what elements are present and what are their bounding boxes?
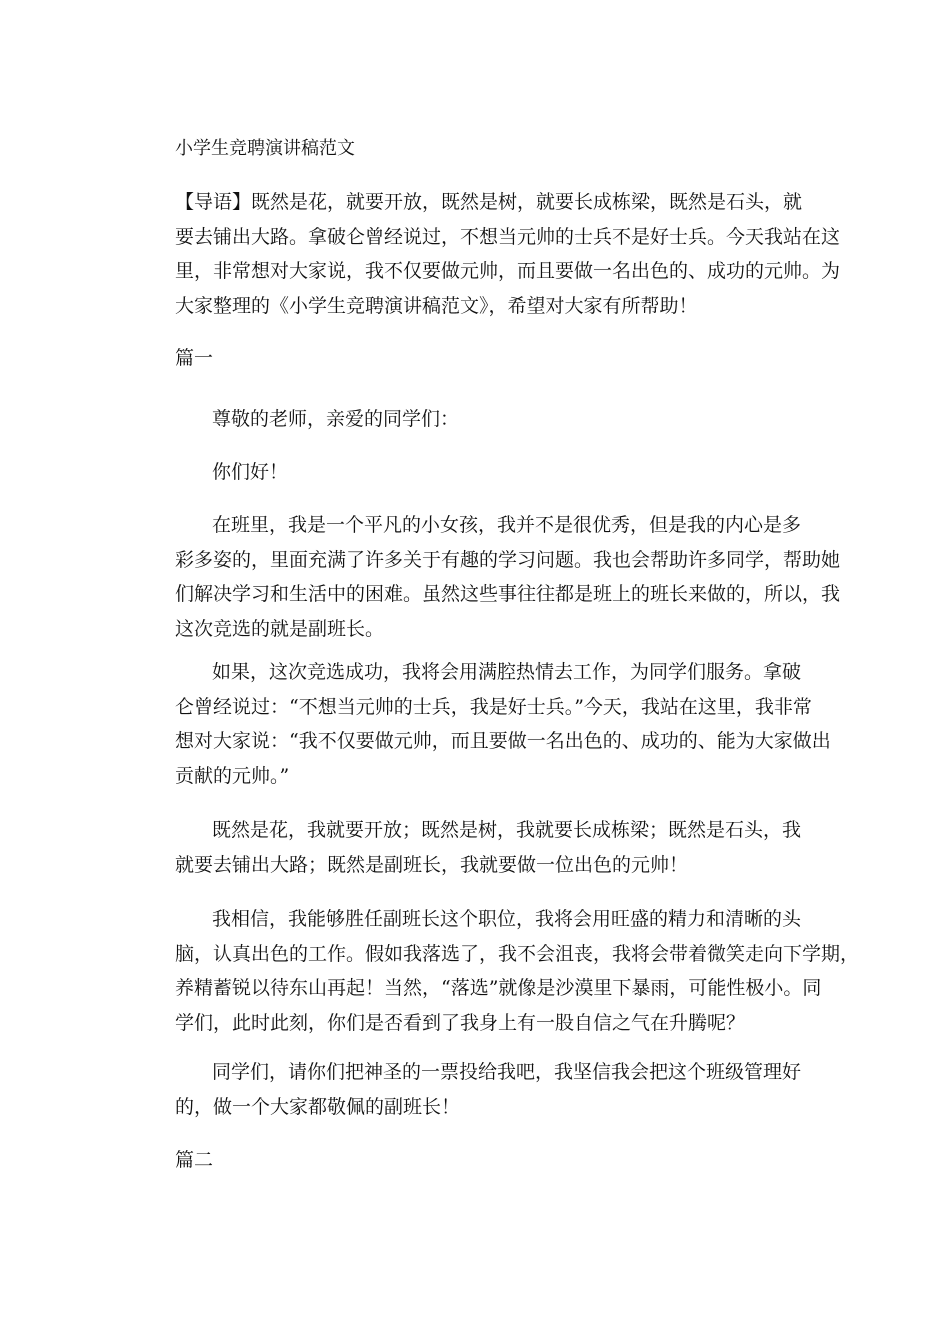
paragraph-line: 就要去铺出大路；既然是副班长，我就要做一位出色的元帅！ — [175, 853, 689, 876]
body-paragraph-3 — [175, 813, 815, 882]
paragraph-line: 彩多姿的，里面充满了许多关于有趣的学习问题。我也会帮助许多同学，帮助她 — [175, 548, 841, 571]
intro-line: 要去铺出大路。拿破仑曾经说过，不想当元帅的士兵不是好士兵。今天我站在这 — [175, 225, 841, 248]
intro-line: 大家整理的《小学生竞聘演讲稿范文》，希望对大家有所帮助！ — [175, 294, 698, 317]
intro-line: 里，非常想对大家说，我不仅要做元帅，而且要做一名出色的、成功的元帅。为 — [175, 260, 841, 282]
paragraph-line: 的，做一个大家都敬佩的副班长！ — [175, 1095, 461, 1118]
paragraph-line: 既然是花，我就要开放；既然是树，我就要长成栋梁；既然是石头，我 — [212, 819, 802, 841]
paragraph-line: 养精蓄锐以待东山再起！当然，“落选”就像是沙漠里下暴雨，可能性极小。同 — [175, 977, 822, 999]
paragraph-line: 同学们，请你们把神圣的一票投给我吧，我坚信我会把这个班级管理好 — [212, 1061, 802, 1083]
paragraph-line: 在班里，我是一个平凡的小女孩，我并不是很优秀，但是我的内心是多 — [212, 514, 802, 536]
intro-paragraph — [175, 185, 841, 323]
greeting-paragraph: 尊敬的老师，亲爱的同学们： — [212, 408, 460, 430]
paragraph-line: 仑曾经说过：“不想当元帅的士兵，我是好士兵。”今天，我站在这里，我非常 — [175, 695, 812, 718]
paragraph-line: 如果，这次竞选成功，我将会用满腔热情去工作，为同学们服务。拿破 — [212, 661, 802, 683]
body-paragraph-4 — [175, 902, 860, 1040]
section-heading-2: 篇二 — [175, 1149, 214, 1171]
intro-line: 【导语】既然是花，就要开放，既然是树，就要长成栋梁，既然是石头，就 — [175, 191, 803, 213]
paragraph-line: 学们，此时此刻，你们是否看到了我身上有一股自信之气在升腾呢？ — [175, 1011, 746, 1034]
paragraph-line: 这次竞选的就是副班长。 — [175, 617, 385, 640]
paragraph-line: 脑，认真出色的工作。假如我落选了，我不会沮丧，我将会带着微笑走向下学期， — [175, 942, 860, 965]
body-paragraph-1 — [175, 508, 841, 646]
section-heading-1: 篇一 — [175, 347, 214, 369]
paragraph-line: 们解决学习和生活中的困难。虽然这些事往往都是班上的班长来做的，所以，我 — [175, 583, 841, 605]
paragraph-line: 贡献的元帅。” — [175, 764, 290, 787]
body-paragraph-2 — [175, 655, 831, 793]
body-paragraph-5 — [175, 1055, 815, 1124]
paragraph-line: 想对大家说：“我不仅要做元帅，而且要做一名出色的、成功的、能为大家做出 — [175, 730, 831, 752]
document-title: 小学生竞聘演讲稿范文 — [175, 138, 355, 159]
hello-paragraph: 你们好！ — [212, 461, 289, 483]
paragraph-line: 我相信，我能够胜任副班长这个职位，我将会用旺盛的精力和清晰的头 — [212, 908, 802, 930]
